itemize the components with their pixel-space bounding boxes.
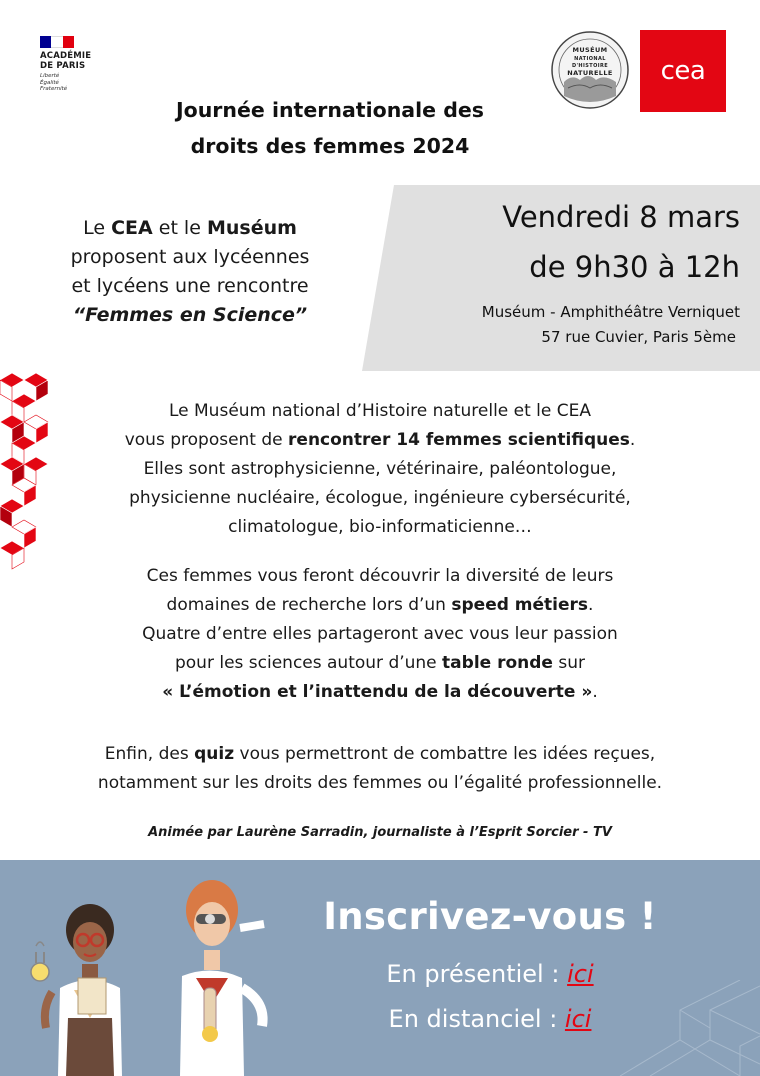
intro-text: Le CEA et le Muséum proposent aux lycéennes et lycéens une rencontre “Femmes en Science” <box>0 214 380 330</box>
host-credit: Animée par Laurène Sarradin, journaliste à l’Esprit Sorcier - TV <box>148 825 612 840</box>
museum-logo <box>550 30 630 110</box>
remote-registration-link[interactable]: ici <box>564 1005 592 1033</box>
event-address: 57 rue Cuvier, Paris 5ème <box>541 328 736 346</box>
french-flag-icon <box>40 36 74 48</box>
museum-logo-line3: D'HISTOIRE <box>571 63 609 69</box>
academie-name: ACADÉMIE DE PARIS <box>40 51 92 71</box>
in-person-label: En présentiel : <box>386 960 568 988</box>
paragraph-program: Ces femmes vous feront découvrir la diversité de leurs domaines de recherche lors d’un speed métiers. Quatre d’entre elles partageront avec vous leur passion pour les sciences autour d’une table ronde sur « L’émotion et l’inattendu de la découverte ». <box>142 566 618 702</box>
academie-motto: Liberté Égalité Fraternité <box>40 73 68 92</box>
event-date: Vendredi 8 mars <box>502 200 740 234</box>
register-heading: Inscrivez-vous ! <box>323 895 657 938</box>
academie-de-paris-logo <box>40 36 130 93</box>
museum-logo-line1: MUSÉUM <box>572 46 608 54</box>
museum-logo-line4: NATURELLE <box>567 69 613 77</box>
paragraph-quiz: Enfin, des quiz vous permettront de combattre les idées reçues, notamment sur les droits des femmes ou l’égalité professionnelle. <box>97 744 663 793</box>
event-time: de 9h30 à 12h <box>529 250 740 284</box>
museum-logo-line2: NATIONAL <box>574 56 606 62</box>
cea-logo-text: cea <box>660 56 706 86</box>
cea-logo <box>640 30 726 112</box>
page-title: Journée internationale des droits des femmes 2024 <box>175 98 484 158</box>
in-person-row <box>320 960 660 988</box>
scientists-illustration <box>0 868 300 1076</box>
paragraph-presentation: Le Muséum national d’Histoire naturelle et le CEA vous proposent de rencontrer 14 femmes scientifiques. Elles sont astrophysicienne, vétérinaire, paléontologue, physicienne nucléaire, écologue, ingénieure cybersécurité, climatologue, bio-informaticienne… <box>124 401 636 537</box>
event-name: “Femmes en Science” <box>72 304 308 326</box>
remote-row <box>320 1005 660 1033</box>
in-person-registration-link[interactable]: ici <box>567 960 594 988</box>
scientist-left-figure <box>31 904 122 1076</box>
scientist-right-figure <box>180 880 264 1076</box>
remote-label: En distanciel : <box>388 1005 565 1033</box>
event-venue: Muséum - Amphithéâtre Verniquet <box>481 303 740 321</box>
